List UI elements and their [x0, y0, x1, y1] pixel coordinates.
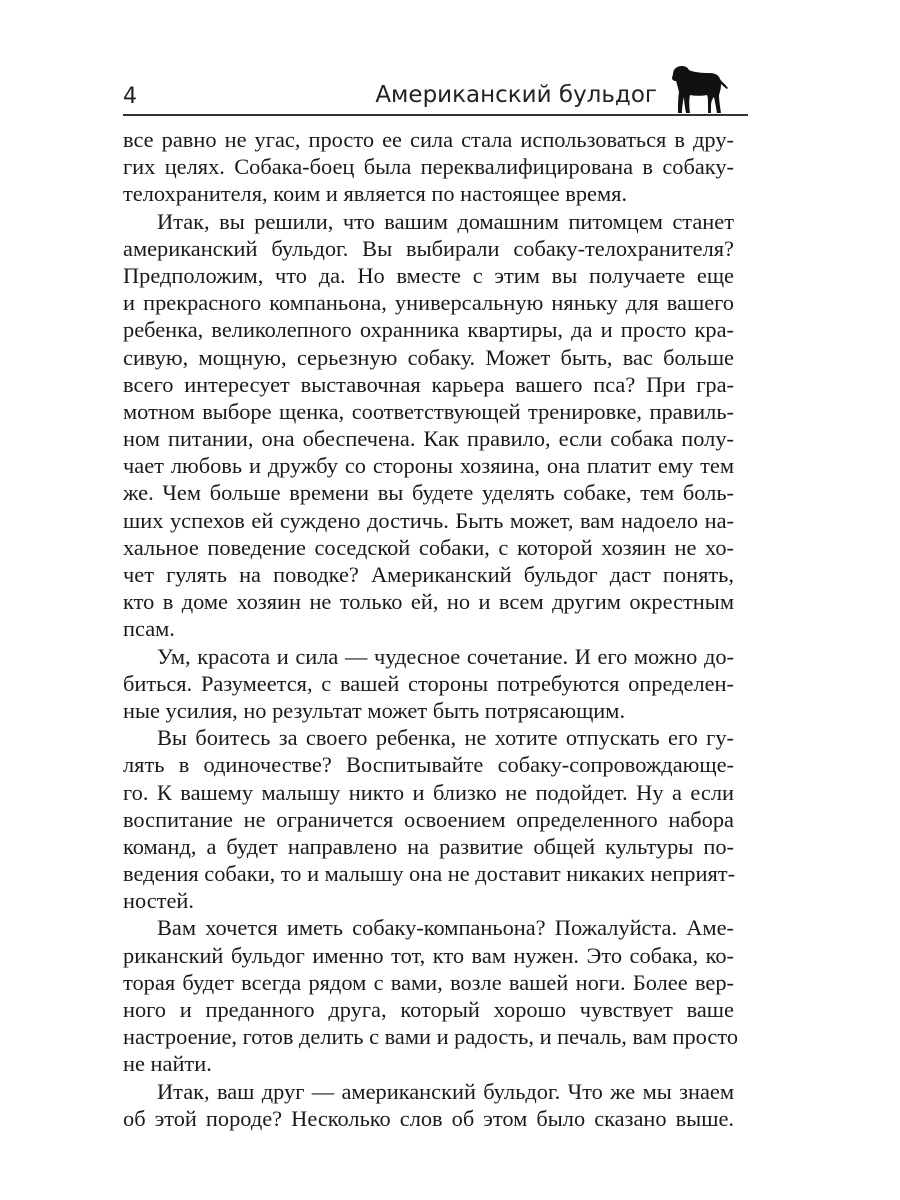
text-line: американский бульдог. Вы выбирали собаку-телохранителя? — [123, 235, 734, 261]
paragraph — [123, 1078, 734, 1132]
text-line: Итак, вы решили, что вашим домашним питомцем станет — [157, 208, 734, 234]
paragraph — [123, 724, 734, 914]
text-line: Итак, ваш друг — американский бульдог. Что же мы знаем — [157, 1078, 734, 1104]
body-text — [123, 126, 739, 1132]
text-line: хальное поведение соседской собаки, с которой хозяин не хо- — [123, 534, 734, 560]
text-line: псам. — [123, 616, 175, 642]
text-line: Вы боитесь за своего ребенка, не хотите отпускать его гу- — [157, 725, 734, 751]
text-line: всего интересует выставочная карьера вашего пса? При гра- — [123, 371, 734, 397]
text-line: ведения собаки, то и малышу она не доставит никаких неприят- — [123, 861, 736, 887]
text-line: мотном выборе щенка, соответствующей тренировке, правиль- — [123, 398, 734, 424]
running-title: Американский бульдог — [375, 82, 657, 108]
text-line: кто в доме хозяин не только ей, но и всем другим окрестным — [123, 589, 734, 615]
text-line: об этой породе? Несколько слов об этом было сказано выше. — [123, 1105, 734, 1131]
text-line: лять в одиночестве? Воспитывайте собаку-сопровождающе- — [123, 752, 734, 778]
text-line: торая будет всегда рядом с вами, возле вашей ноги. Более вер- — [123, 969, 734, 995]
text-line: чет гулять на поводке? Американский бульдог даст понять, — [123, 562, 734, 587]
page-number: 4 — [123, 84, 137, 109]
text-line: Ум, красота и сила — чудесное сочетание. И его можно до- — [157, 643, 734, 669]
text-line: не найти. — [123, 1051, 212, 1077]
header-rule — [123, 114, 748, 116]
text-line: ностей. — [123, 888, 194, 914]
text-line: чает любовь и дружбу со стороны хозяина, она платит ему тем — [123, 453, 734, 479]
text-line: гих целях. Собака-боец была переквалифицирована в собаку- — [123, 154, 734, 180]
paragraph — [123, 126, 734, 208]
text-line: ном питании, она обеспечена. Как правило, если собака полу- — [123, 426, 734, 452]
paragraph — [123, 208, 734, 643]
text-line: настроение, готов делить с вами и радость, и печаль, вам просто — [123, 1024, 739, 1050]
paragraph — [123, 643, 734, 725]
running-header — [123, 62, 735, 116]
text-line: сивую, мощную, серьезную собаку. Может быть, вас больше — [123, 344, 734, 370]
text-line: команд, а будет направлено на развитие общей культуры по- — [123, 833, 734, 859]
text-line: риканский бульдог именно тот, кто вам нужен. Это собака, ко- — [123, 942, 734, 968]
text-line: телохранителя, коим и является по настоящее время. — [123, 181, 628, 207]
text-line: воспитание не ограничется освоением определенного набора — [123, 806, 734, 832]
text-line: го. К вашему малышу никто и близко не подойдет. Ну а если — [123, 779, 734, 805]
text-line: ного и преданного друга, который хорошо чувствует ваше — [123, 997, 734, 1022]
paragraph — [123, 914, 739, 1077]
text-line: биться. Разумеется, с вашей стороны потребуются определен- — [123, 670, 734, 696]
text-line: ших успехов ей суждено достичь. Быть может, вам надоело на- — [123, 507, 734, 533]
text-line: Предположим, что да. Но вместе с этим вы получаете еще — [123, 262, 734, 288]
text-line: же. Чем больше времени вы будете уделять собаке, тем боль- — [123, 480, 734, 506]
text-line: ные усилия, но результат может быть потрясающим. — [123, 697, 626, 723]
text-line: и прекрасного компаньона, универсальную няньку для вашего — [123, 290, 734, 316]
dog-silhouette-icon — [667, 62, 731, 116]
text-line: ребенка, великолепного охранника квартиры, да и просто кра- — [123, 317, 734, 343]
text-line: Вам хочется иметь собаку-компаньона? Пожалуйста. Аме- — [157, 915, 734, 941]
text-line: все равно не угас, просто ее сила стала использоваться в дру- — [123, 127, 734, 152]
